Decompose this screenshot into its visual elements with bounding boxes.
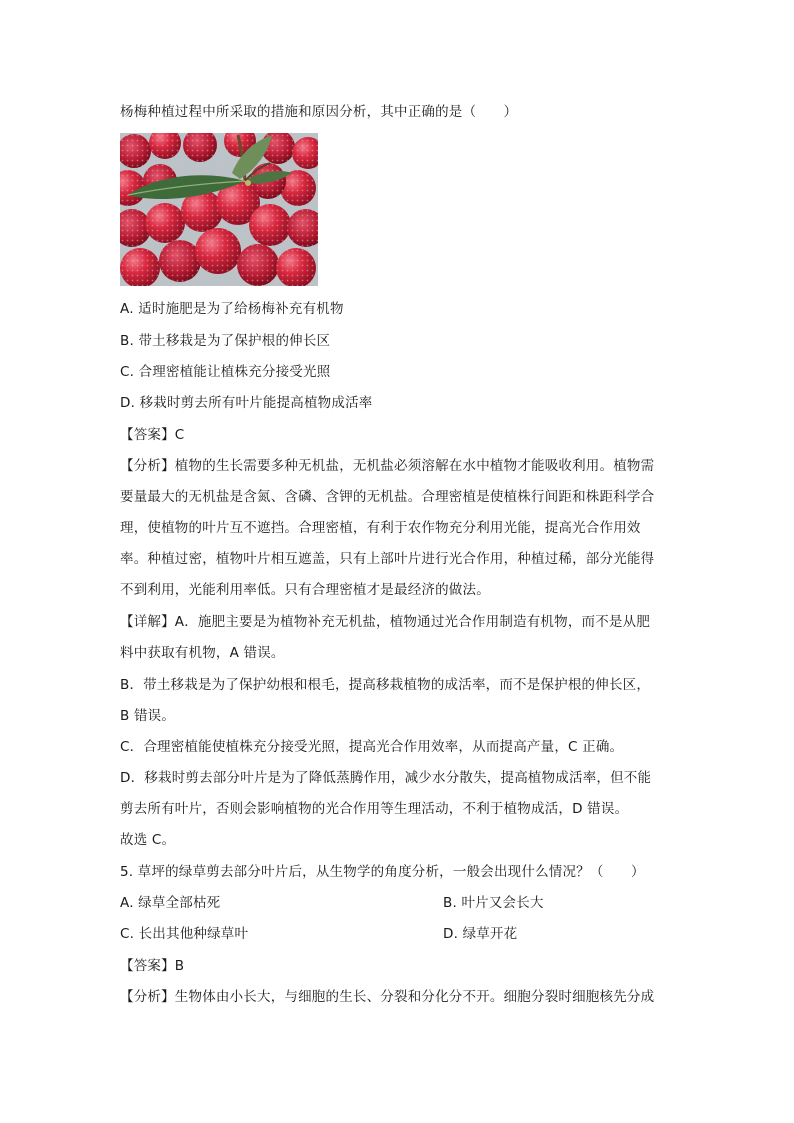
conclusion: 故选 C。	[120, 832, 176, 848]
detail-line: B．带土移栽是为了保护幼根和根毛，提高移栽植物的成活率，而不是保护根的伸长区，	[120, 677, 651, 693]
question-5-stem: 5. 草坪的绿草剪去部分叶片后，从生物学的角度分析，一般会出现什么情况？（ ）	[120, 864, 645, 880]
detail-line: D．移栽时剪去部分叶片是为了降低蒸腾作用，减少水分散失，提高植物成活率，但不能	[120, 770, 652, 786]
analysis-line: 率。种植过密，植物叶片相互遮盖，只有上部叶片进行光合作用，种植过稀，部分光能得	[120, 551, 655, 567]
answer-label: 【答案】C	[120, 427, 185, 443]
q5-option-c: C. 长出其他种绿草叶	[120, 926, 249, 942]
q5-answer-label: 【答案】B	[120, 958, 185, 974]
option-b: B. 带土移栽是为了保护根的伸长区	[120, 333, 331, 349]
detail-line: 【详解】A．施肥主要是为植物补充无机盐，植物通过光合作用制造有机物，而不是从肥	[120, 614, 651, 630]
bayberry-photo	[120, 133, 318, 286]
q5-option-d: D. 绿草开花	[443, 926, 518, 942]
q5-option-b: B. 叶片又会长大	[443, 895, 544, 911]
question-4-stem: 杨梅种植过程中所采取的措施和原因分析，其中正确的是（ ）	[120, 104, 518, 120]
detail-line: C．合理密植能使植株充分接受光照，提高光合作用效率，从而提高产量，C 正确。	[120, 739, 624, 755]
analysis-line: 【分析】植物的生长需要多种无机盐，无机盐必须溶解在水中植物才能吸收利用。植物需	[120, 458, 655, 474]
analysis-line: 要量最大的无机盐是含氮、含磷、含钾的无机盐。合理密植是使植株行间距和株距科学合	[120, 489, 655, 505]
option-d: D. 移栽时剪去所有叶片能提高植物成活率	[120, 395, 373, 411]
detail-line: B 错误。	[120, 708, 176, 724]
option-c: C. 合理密植能让植株充分接受光照	[120, 364, 331, 380]
detail-line: 剪去所有叶片，否则会影响植物的光合作用等生理活动，不利于植物成活，D 错误。	[120, 801, 629, 817]
q5-analysis-line: 【分析】生物体由小长大，与细胞的生长、分裂和分化分不开。细胞分裂时细胞核先分成	[120, 989, 655, 1005]
analysis-line: 理，使植物的叶片互不遮挡。合理密植，有利于农作物充分利用光能，提高光合作用效	[120, 520, 641, 536]
option-a: A. 适时施肥是为了给杨梅补充有机物	[120, 301, 344, 317]
q5-option-a: A. 绿草全部枯死	[120, 895, 221, 911]
detail-line: 料中获取有机物，A 错误。	[120, 645, 285, 661]
analysis-line: 不到利用，光能利用率低。只有合理密植才是最经济的做法。	[120, 582, 490, 598]
